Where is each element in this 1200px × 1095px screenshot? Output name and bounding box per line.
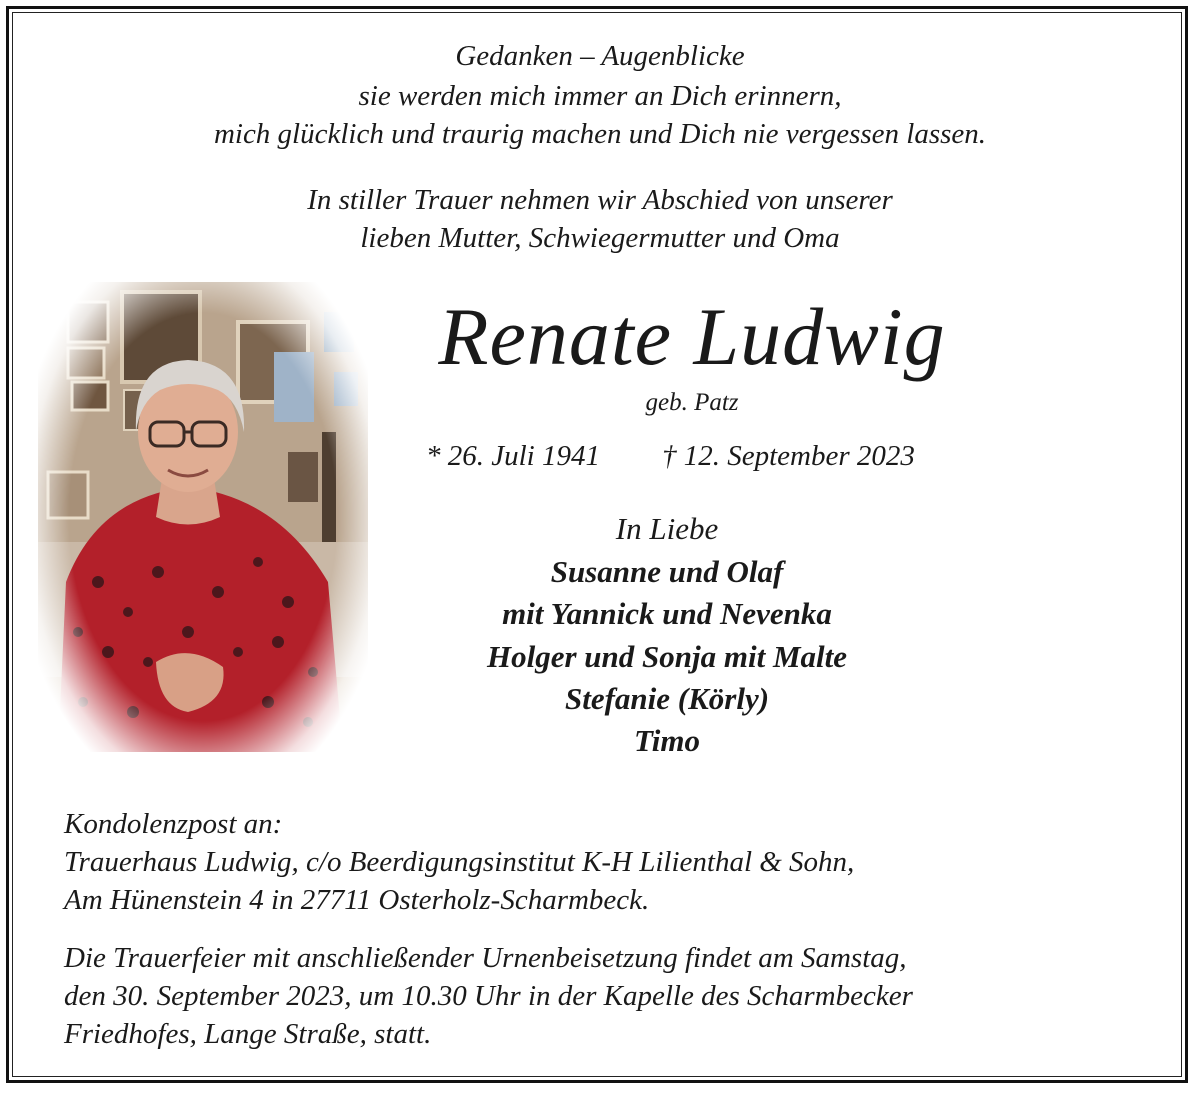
mourner-name: Susanne und Olaf <box>550 554 784 589</box>
mourner-name: mit Yannick und Nevenka <box>502 596 832 631</box>
condolence-address-line-2: Am Hünenstein 4 in 27711 Osterholz-Scharmbeck. <box>64 884 650 916</box>
mourner-name: Holger und Sonja mit Malte <box>486 639 847 674</box>
birth-date: * 26. Juli 1941 <box>426 440 600 472</box>
portrait-photo <box>38 282 368 752</box>
ceremony-line-1: Die Trauerfeier mit anschließender Urnenbeisetzung findet am Samstag, <box>64 942 907 974</box>
condolence-heading: Kondolenzpost an: <box>64 808 283 840</box>
mourners-heading: In Liebe <box>615 511 719 546</box>
poem-line-1: Gedanken – Augenblicke <box>455 40 745 72</box>
mourner-name: Stefanie (Körly) <box>564 681 770 716</box>
intro-line-1: In stiller Trauer nehmen wir Abschied von unserer <box>307 184 893 216</box>
ceremony-line-3: Friedhofes, Lange Straße, statt. <box>64 1018 432 1050</box>
poem-line-3: mich glücklich und traurig machen und Dich nie vergessen lassen. <box>213 118 987 150</box>
condolence-address-line-1: Trauerhaus Ludwig, c/o Beerdigungsinstitut K-H Lilienthal & Sohn, <box>64 846 855 878</box>
poem-line-2: sie werden mich immer an Dich erinnern, <box>358 80 842 112</box>
deceased-name: Renate Ludwig <box>438 291 946 382</box>
mourner-name: Timo <box>633 723 700 758</box>
birth-name: geb. Patz <box>645 389 739 416</box>
intro-line-2: lieben Mutter, Schwiegermutter und Oma <box>360 222 840 254</box>
ceremony-line-2: den 30. September 2023, um 10.30 Uhr in der Kapelle des Scharmbecker <box>64 980 913 1012</box>
death-date: † 12. September 2023 <box>662 440 915 472</box>
